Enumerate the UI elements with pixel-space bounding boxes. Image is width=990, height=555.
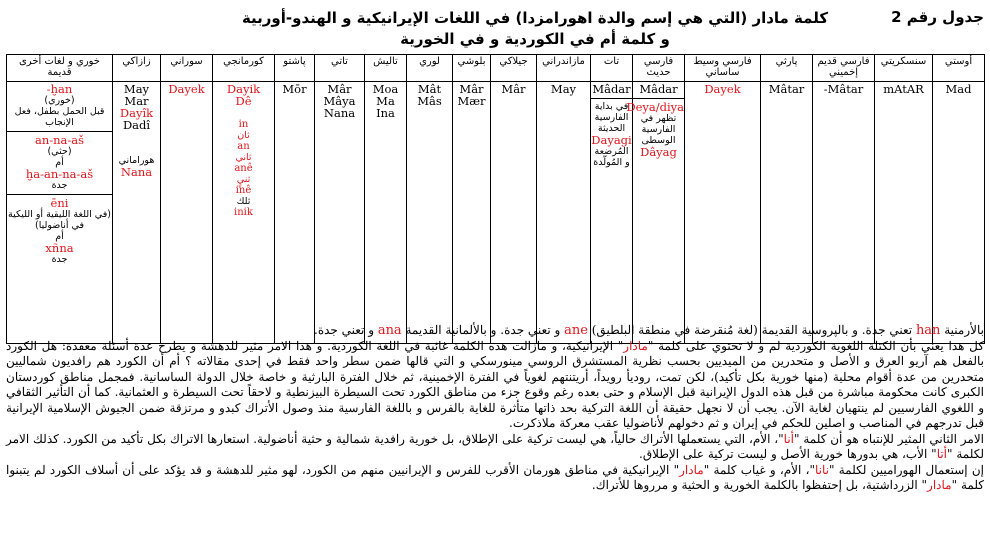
col-header-lori: لوري	[407, 55, 453, 82]
word: ēni	[50, 196, 69, 210]
word: Mâr	[459, 82, 484, 96]
note: أم	[55, 231, 64, 242]
paragraph	[6, 463, 984, 494]
text-run: و تعني جدة. و بالألمانية القديمة	[401, 323, 565, 337]
cell-baluchi	[453, 82, 491, 344]
note: ثان	[237, 130, 250, 141]
text-run: "، الأم، و غياب كلمة "	[703, 462, 815, 477]
text-run: الامر الثاني المثير للإنتباه هو أن كلمة "	[794, 431, 985, 446]
col-header-hurrian: خوري و لغات أخرى قديمة	[7, 55, 113, 82]
col-header-sanskrit: سنسكريتي	[875, 55, 933, 82]
text-run: " الإيرانيكية في مناطق هورمان الأقرب للفرس و الإيرانيين منهم من الكورد، لهو مثير للدهشة و قد يؤكد على أن أسلاف الكورد لم يتبنوا كلمة "	[6, 462, 984, 492]
word: Mâya	[323, 94, 356, 108]
word: inik	[234, 207, 253, 218]
note: ثنيٍ	[236, 174, 251, 185]
word: ḫan-	[46, 82, 73, 96]
cell-parthian	[761, 82, 813, 344]
col-header-achaemenid: فارسي قديم إخميني	[813, 55, 875, 82]
note: ثلك	[236, 196, 251, 207]
cell-gilaki	[491, 82, 537, 344]
table-number-label: جدول رقم 2	[891, 8, 984, 26]
word: Dê	[235, 94, 252, 108]
note: (خوري)	[44, 95, 75, 106]
word: inê	[235, 185, 252, 196]
word: Dayek	[168, 82, 205, 96]
text-run: و تعني جدة.	[314, 323, 378, 337]
col-header-middle-persian: فارسي وسيط ساساني	[685, 55, 761, 82]
word: anê	[234, 163, 253, 174]
cell-achaemenid	[813, 82, 875, 344]
paragraph	[6, 339, 984, 432]
note: (في اللغة الليقية أو الليكية في أناضوليا)	[8, 209, 111, 231]
word: Mad	[945, 82, 972, 96]
cell-lori	[407, 82, 453, 344]
word: an-na-aš	[34, 133, 85, 147]
word: Dayîk	[119, 106, 154, 120]
word: Mâdar	[592, 82, 631, 96]
header	[0, 4, 990, 54]
title-line-2: و كلمة أم في الكوردية و في الخورية	[400, 30, 670, 48]
col-header-tat: تات	[591, 55, 633, 82]
highlight-word: نانا	[814, 462, 829, 477]
note: جدة	[51, 180, 68, 191]
col-header-avestan: أوستي	[933, 55, 985, 82]
word: an	[237, 141, 250, 152]
cell-sorani	[161, 82, 213, 344]
cell-pashto	[275, 82, 315, 344]
cell-modern-persian	[626, 82, 685, 344]
word: Mar	[124, 94, 149, 108]
word: Mâtar	[768, 82, 805, 96]
col-header-gilaki: جيلاكي	[491, 55, 537, 82]
word: May	[550, 82, 577, 96]
words-row	[7, 82, 985, 344]
note: جدة	[51, 254, 68, 265]
cell-sanskrit	[875, 82, 933, 344]
word: Mōr	[282, 82, 307, 96]
paragraph	[6, 432, 984, 463]
highlight-word: أتا	[936, 447, 948, 461]
note: قبل الحمل بطفل، فعل الإنجاب	[14, 106, 105, 128]
word: in	[238, 119, 249, 130]
col-header-parthian: پارثي	[761, 55, 813, 82]
word: Deya/diya	[626, 100, 684, 114]
word: Dâyag	[640, 145, 677, 159]
text-run: " الأب، هي بدورها خورية الأصل و ليست تركية على الإطلاق.	[639, 447, 937, 461]
col-header-sorani: سوراني	[161, 55, 213, 82]
text-run: بالأرمنية	[940, 323, 984, 337]
text-run: تعني جدة. و بالپروسية القديمة (لغة مُنقرضة في منطقة البلطيق)	[587, 323, 916, 337]
word: Dayek	[704, 82, 741, 96]
title-line-1: كلمة مادار (التي هي إسم والدة اهورامزدا) في اللغات الإيرانيكية و الهندو-أوربية	[241, 9, 829, 27]
col-header-pashto: پاشتو	[275, 55, 315, 82]
word: ḫa-an-na-aš	[25, 167, 94, 181]
note: (حثي)	[47, 146, 72, 157]
word: Mâdar	[639, 82, 678, 96]
text-run: كل هذا يعني بأن الكتلة اللغوية الكوردية لم و لا تحتوي على كلمة "	[647, 338, 984, 353]
paragraph	[6, 323, 984, 339]
word: Mât	[417, 82, 442, 96]
col-header-modern-persian: فارسي حديث	[633, 55, 685, 82]
col-header-zazaki: زازاكي	[113, 55, 161, 82]
word: Ma	[376, 94, 395, 108]
highlight-word: أنا	[783, 431, 794, 446]
cell-mazandarani	[537, 82, 591, 344]
body-text	[6, 323, 984, 494]
highlight-word: مادار	[927, 478, 952, 492]
word: Dayik	[226, 82, 261, 96]
header-row	[7, 55, 985, 82]
highlight-word: ane	[564, 323, 588, 338]
text-run: " الإيرانيكية، و مازالت هذه الكلمة غائبة في اللغة الكوردية. و هذا الامر مثير للدهشة و يطرح عدة أسئلة معقدة: هل الكورد بالفعل هم آريو العرق و الأصل و متحدرين من الميديين بحسب نظرية المستشرق الروسي مينورسكي و التي قالها ضمن سطر واحد فقط في إحدى مقالاته ؟ أم أن الكورد هم رافديون شماليين متحدرين من عدة أقوام محلية (منها خورية بكل تأكيد)، لكن تمت، روديأ رويداً، أريتنتهم لغوياً في الفترة الإخمينية، ثم خلال الفترة البارثية و خاصة خلال الدولة الساسانية. فمجمل مناطق كوردستان الكبرى كانت محكومة مباشرة من قبل هذه الدول الإيرانية قبل الإسلام و حتى بعده رغم وقوع جزء من مناطق الكورد تحت السيطرة البيزنطية و لاحقاً تحت السيطرة و العثمانية. كما أن التأثير الثقافي و اللغوي الفارسيين لم ينتهيان لغاية الآن. يجب أن لا نجهل حقيقة أن اللغة التركية بحد ذاتها متأثرة للغاية بالفرس و باللغة الفارسية منذ وصول الأتراك كبدو و مرتزقة ضمن الجيوش الإسلامية الإيرانية قبل تدرجهم في المناصب و اصلين للحكم في إيران و ثم دخولهم لأناضوليا عقب معركة ملاذكرت.	[6, 338, 984, 430]
word: Dadî	[122, 118, 151, 132]
col-header-tati: تاتي	[315, 55, 365, 82]
note: تظهر في الفارسية الوسطى	[640, 113, 677, 146]
text-run: إن إستعمال الهوراميين لكلمة "	[828, 462, 984, 477]
cell-middle-persian	[685, 82, 761, 344]
note: المُرضعة و المُولّدة	[593, 146, 630, 168]
cell-kurmanji	[213, 82, 275, 344]
note: ثاني	[235, 152, 252, 163]
cell-talish	[365, 82, 407, 344]
highlight-word: ana	[377, 323, 402, 338]
word: May	[123, 82, 150, 96]
word: xñna	[45, 241, 74, 255]
word: Mâs	[417, 94, 442, 108]
text-run: " الزرداشتية، بل إحتفظوا بالكلمة الخورية و الحثية و مرروها للأتراك.	[591, 478, 928, 492]
cell-tat	[591, 82, 633, 344]
word: Nana	[120, 165, 153, 179]
note: في بداية الفارسية الحديثة	[594, 101, 629, 134]
word: Mær	[457, 94, 486, 108]
word: Mâr	[501, 82, 526, 96]
word: Dayagi	[591, 133, 632, 147]
text-run: "، الأم، التي يستعملها الأتراك حالياً، هي ليست تركية على الإطلاق، بل خورية رافدية شمالية و حثية أناضولية. استعارها الاتراك بكل تأكيد من الكورد. كذلك الامر لكلمة "	[6, 431, 984, 461]
highlight-word: مادار	[679, 462, 704, 477]
word: mAtAR	[883, 82, 924, 96]
word: Mâr	[327, 82, 352, 96]
cell-zazaki	[113, 82, 161, 344]
col-header-baluchi: بلوشي	[453, 55, 491, 82]
cell-tati	[315, 82, 365, 344]
cell-hurrian	[7, 82, 113, 344]
note: هوراماني	[118, 155, 155, 166]
cell-avestan	[933, 82, 985, 344]
word: Ina	[376, 106, 395, 120]
word: Moa	[372, 82, 399, 96]
word-comparison-table	[6, 54, 985, 344]
col-header-mazandarani: مازاندراني	[537, 55, 591, 82]
col-header-talish: تاليش	[365, 55, 407, 82]
table-title	[235, 8, 835, 50]
highlight-word: مادار	[623, 338, 648, 353]
word: Mâtar-	[823, 82, 864, 96]
note: أم	[55, 157, 64, 168]
highlight-word: han	[915, 323, 941, 338]
word: Nana	[323, 106, 356, 120]
col-header-kurmanji: كورمانجي	[213, 55, 275, 82]
